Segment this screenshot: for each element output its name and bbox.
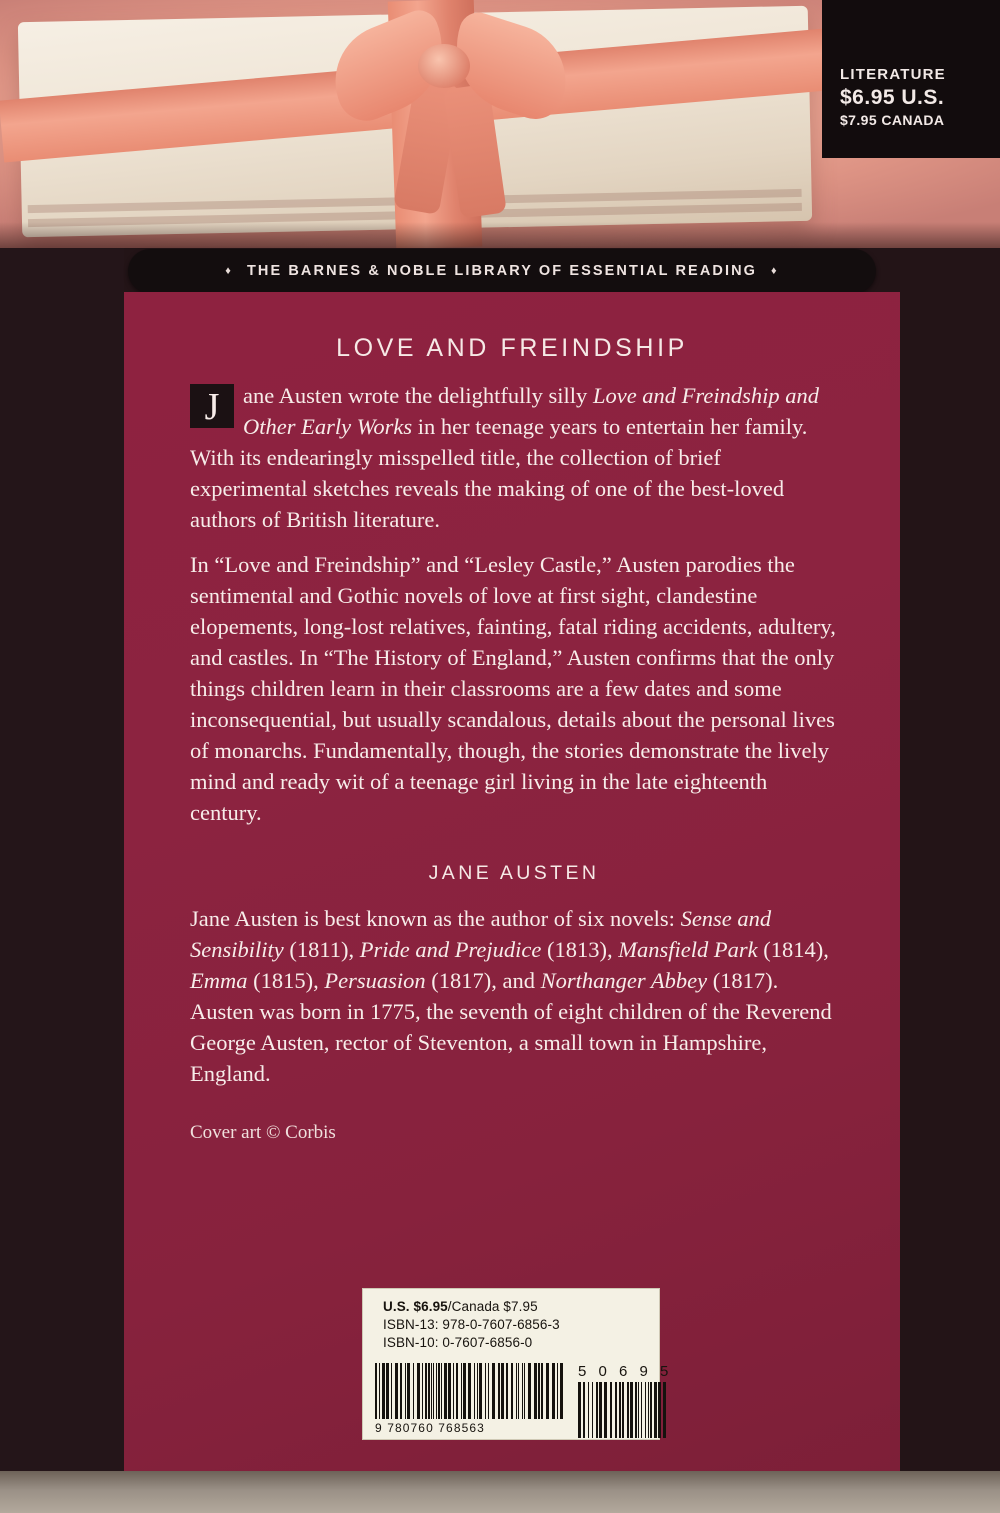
ean13-digits: 9 780760 768563 (375, 1421, 485, 1435)
blurb-paragraph-1 (190, 380, 838, 535)
price-box (822, 0, 1000, 158)
barcode-price-bold: U.S. $6.95 (383, 1299, 448, 1314)
blurb-body (190, 380, 838, 1148)
barcode-graphics (375, 1363, 672, 1433)
series-banner-text: THE BARNES & NOBLE LIBRARY OF ESSENTIAL READING (246, 263, 758, 279)
diamond-ornament-right: ♦ (771, 265, 779, 277)
blurb-p1-rest: in her teenage years to entertain her family. With its endearingly misspelled title, the collection of brief experimental sketches reveals the making of one of the best-loved authors of British literature. (190, 414, 808, 532)
ean5-bars (578, 1382, 672, 1438)
author-bio-title-6: Northanger Abbey (540, 968, 708, 993)
price-us-label: $6.95 U.S. (840, 86, 945, 109)
price-canada-label: $7.95 CANADA (840, 112, 945, 128)
author-bio-part1: Jane Austen is best known as the author of six novels: (190, 906, 681, 931)
photo-bow-knot (418, 44, 470, 88)
ean5-digits: 5 0 6 9 5 (578, 1363, 673, 1380)
isbn10-line: ISBN-10: 0-7607-6856-0 (383, 1335, 533, 1350)
author-bio-year-3: (1814), (757, 937, 829, 962)
cover-left-margin (0, 248, 124, 1471)
ean5-addon-barcode (578, 1363, 672, 1433)
ean13-bars (375, 1363, 564, 1419)
blurb-p1-lead: ane Austen wrote the delightfully silly (243, 383, 593, 408)
isbn13-line: ISBN-13: 978-0-7607-6856-3 (383, 1317, 560, 1332)
blurb-p1-title-italic: Love and Freindship and Other Early Works (243, 383, 819, 439)
barcode-block (362, 1288, 673, 1440)
author-bio (190, 903, 838, 1089)
photo-bottom-shadow (0, 222, 1000, 248)
author-bio-title-2: Pride and Prejudice (359, 937, 542, 962)
blurb-paragraph-2: In “Love and Freindship” and “Lesley Castle,” Austen parodies the sentimental and Gothic novels of love at first sight, clandestine elopements, long-lost relatives, fainting, fatal riding accidents, adultery, and castles. In “The History of England,” Austen confirms that the only things children learn in their classrooms are a few dates and some inconsequential, but usually scandalous, details about the personal lives of monarchs. Fundamentally, though, the stories demonstrate the lively mind and ready wit of a teenage girl living in the late eighteenth century. (190, 552, 836, 825)
author-bio-year-1: (1811), (283, 937, 360, 962)
author-bio-year-5: (1817), and (425, 968, 541, 993)
author-bio-end: (1817). Austen was born in 1775, the seventh of eight children of the Reverend George Austen, rector of Steventon, a small town in Hampshire, England. (190, 968, 832, 1086)
author-heading: JANE AUSTEN (428, 862, 600, 884)
author-bio-title-3: Mansfield Park (618, 937, 758, 962)
series-banner (128, 249, 876, 293)
book-bottom-edge (0, 1471, 1000, 1513)
drop-cap: J (190, 384, 234, 428)
author-bio-title-4: Emma (190, 968, 248, 993)
diamond-ornament-left: ♦ (225, 265, 233, 277)
genre-label: LITERATURE (840, 66, 946, 83)
author-bio-title-1: Sense and Sensibility (190, 906, 772, 962)
author-bio-year-4: (1815), (247, 968, 325, 993)
author-bio-year-2: (1813), (541, 937, 619, 962)
barcode-price-line (383, 1298, 659, 1316)
barcode-price-rest: /Canada $7.95 (447, 1299, 538, 1314)
author-bio-title-5: Persuasion (324, 968, 426, 993)
cover-art-credit: Cover art © Corbis (190, 1122, 336, 1143)
book-title: LOVE AND FREINDSHIP (336, 334, 688, 362)
ean13-barcode (375, 1363, 564, 1433)
